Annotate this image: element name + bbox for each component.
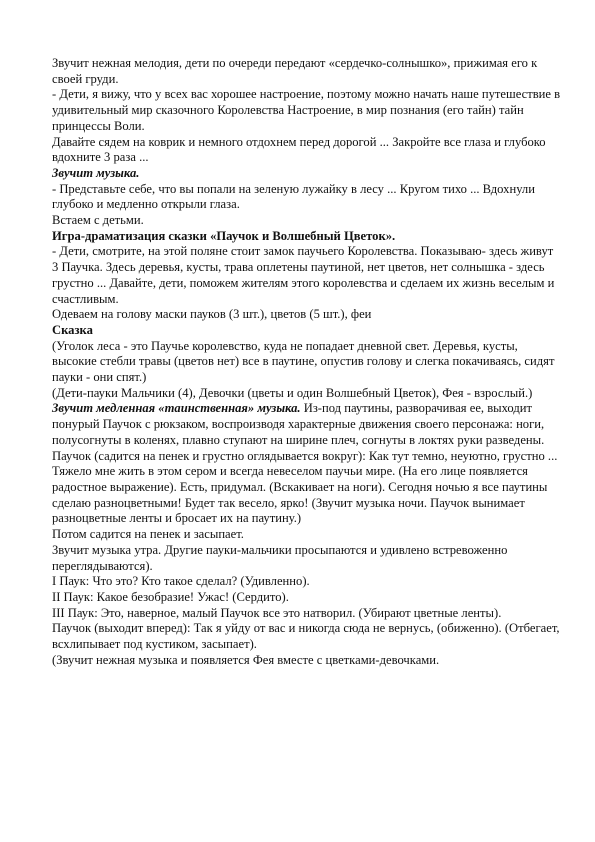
paragraph-forest-corner: (Уголок леса - это Паучье королевство, куда не попадает дневной свет. Деревья, кусты, высокие стебли травы (цветов нет) все в паутине, опустив голову и слегка покачиваясь, сидят пауки - они спят.) xyxy=(52,338,555,385)
paragraph-spider-castle: - Дети, смотрите, на этой поляне стоит замок паучьего Королевства. Показываю- здесь живут 3 Паучка. Здесь деревья, кусты, трава оплетены паутиной, нет цветов, нет солнышка - здесь грустно ... Давайте, дети, поможем жителям этого королевства и сделаем их жизнь веселым и счастливым. xyxy=(52,244,555,306)
section-heading-game: Игра-драматизация сказки «Паучок и Волшебный Цветок». xyxy=(52,228,396,243)
paragraph-meadow: - Представьте себе, что вы попали на зеленую лужайку в лесу ... Кругом тихо ... Вдохнули глубоко и медленно открыли глаза. xyxy=(52,181,535,212)
stage-direction-slow-music: Звучит медленная «таинственная» музыка. xyxy=(52,401,301,416)
document-body xyxy=(52,56,562,668)
paragraph-cast: (Дети-пауки Мальчики (4), Девочки (цветы и один Волшебный Цветок), Фея - взрослый.) xyxy=(52,385,533,400)
dialogue-little-spider: Паучок (выходит вперед): Так я уйду от вас и никогда сюда не вернусь, (обиженно). (Отбегает, всхлипывает под кустиком, засыпает). xyxy=(52,621,560,652)
dialogue-spider-1: I Паук: Что это? Кто такое сделал? (Удивленно). xyxy=(52,574,310,589)
paragraph-sleeps: Потом садится на пенек и засыпает. xyxy=(52,527,244,542)
paragraph-melody: Звучит нежная мелодия, дети по очереди передают «сердечко-солнышко», прижимая его к своей груди. xyxy=(52,56,538,86)
paragraph-fairy-appears: (Звучит нежная музыка и появляется Фея вместе с цветками-девочками. xyxy=(52,652,440,667)
paragraph-spider-monologue: Паучок (садится на пенек и грустно оглядывается вокруг): Как тут темно, неуютно, грустно ... Тяжело мне жить в этом сером и всегда невеселом паучьи мире. (На его лице появляется радостное выражение). Есть, придумал. (Вскакивает на ноги). Сегодня ночью я все паутины сделаю разноцветными! Будет так весело, ярко! (Звучит музыка ночи. Паучок вынимает разноцветные ленты и бросает их на паутину.) xyxy=(52,448,558,526)
dialogue-spider-3: III Паук: Это, наверное, малый Паучок все это натворил. (Убирают цветные ленты). xyxy=(52,605,502,620)
section-heading-tale: Сказка xyxy=(52,322,93,337)
paragraph-stand-up: Встаем с детьми. xyxy=(52,213,144,228)
paragraph-spider-enters: Из-под паутины, разворачивая ее, выходит понурый Паучок с рюкзаком, воспроизводя характерные движения своего персонажа: ноги, полусогнуты в коленях, плавно ступают на ширине плеч, согнуты в локтях руки разведены. xyxy=(52,401,545,447)
paragraph-masks: Одеваем на голову маски пауков (3 шт.), цветов (5 шт.), феи xyxy=(52,307,372,322)
stage-direction-music: Звучит музыка. xyxy=(52,165,140,180)
paragraph-morning-music: Звучит музыка утра. Другие пауки-мальчики просыпаются и удивлено встревоженно переглядываются). xyxy=(52,542,508,573)
paragraph-journey-intro: - Дети, я вижу, что у всех вас хорошее настроение, поэтому можно начать наше путешествие в удивительный мир сказочного Королевства Настроение, в мир познания (его тайн) тайн принцессы Воли. xyxy=(52,87,561,133)
dialogue-spider-2: II Паук: Какое безобразие! Ужас! (Сердито). xyxy=(52,589,289,604)
paragraph-rest: Давайте сядем на коврик и немного отдохнем перед дорогой ... Закройте все глаза и глубоко вдохните 3 раза ... xyxy=(52,134,546,165)
paragraph-mysterious-music xyxy=(52,401,562,448)
